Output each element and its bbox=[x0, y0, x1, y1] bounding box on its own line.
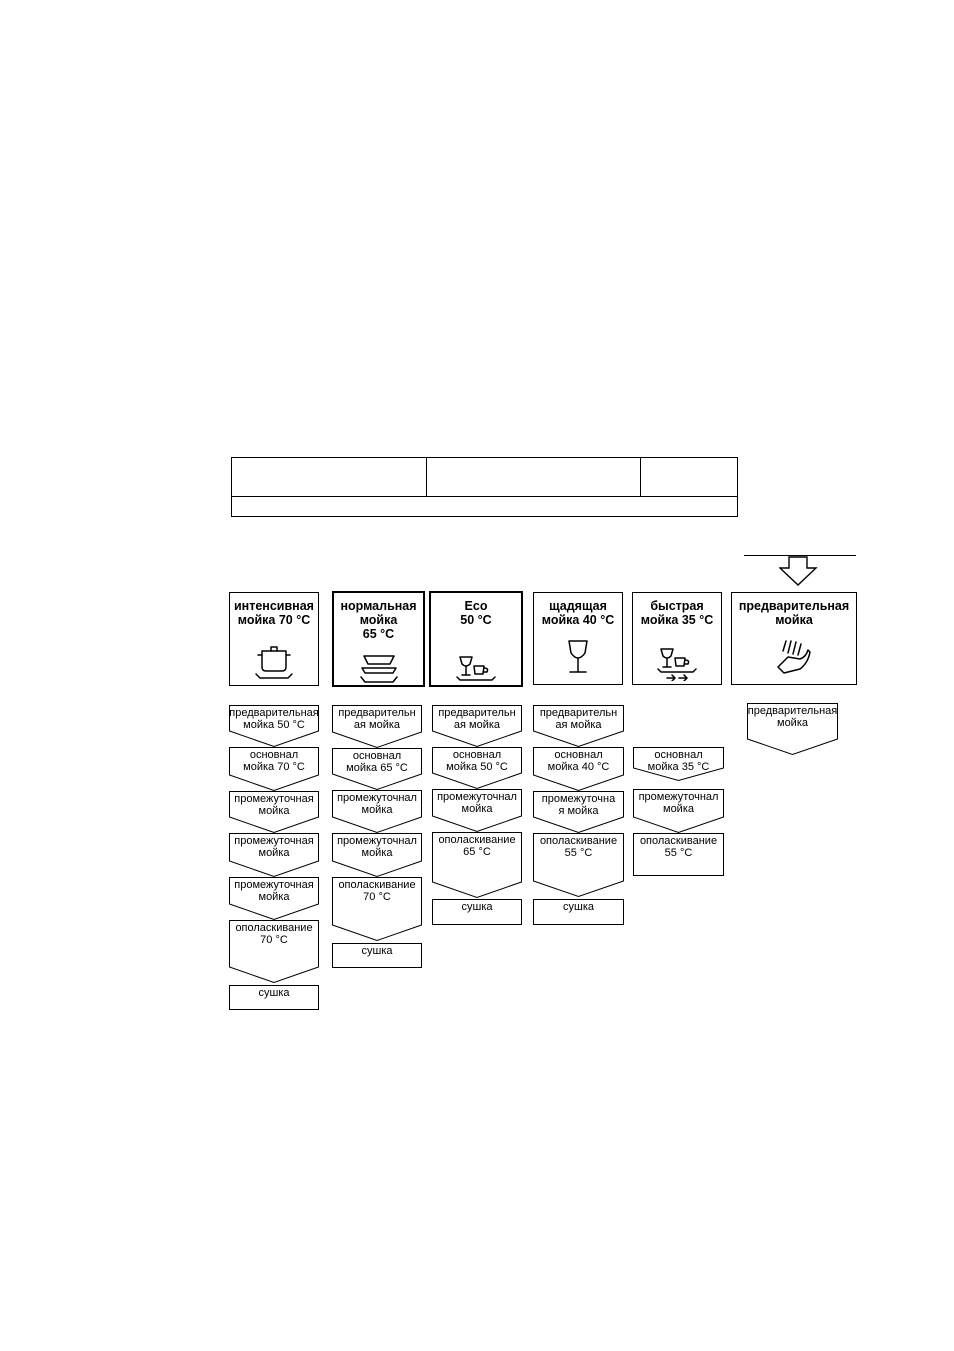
step-arrow bbox=[332, 877, 422, 941]
header-table-row-divider bbox=[232, 496, 737, 497]
step-label: основнал мойка 65 °C bbox=[346, 750, 408, 774]
step-arrow bbox=[229, 705, 319, 747]
program-button-prewash[interactable] bbox=[731, 592, 857, 685]
step-arrow bbox=[533, 833, 624, 897]
step-arrow bbox=[633, 789, 724, 833]
plates-icon bbox=[357, 646, 401, 686]
step-arrow bbox=[633, 747, 724, 781]
step-label: сушка bbox=[461, 901, 493, 913]
step-arrow bbox=[533, 791, 624, 833]
step-label: ополаскивание 70 °C bbox=[338, 879, 416, 903]
down-arrow-icon[interactable] bbox=[779, 556, 819, 588]
program-label: щадящая мойка 40 °C bbox=[541, 599, 615, 627]
program-label: быстрая мойка 35 °C bbox=[640, 599, 714, 627]
step-label: промежуточна я мойка bbox=[541, 793, 616, 817]
spray-hand-icon bbox=[772, 637, 816, 677]
step-arrow bbox=[533, 747, 624, 791]
step-label: основнал мойка 70 °C bbox=[243, 749, 305, 773]
step-label: промежуточная мойка bbox=[234, 835, 314, 859]
step-label: основнал мойка 40 °C bbox=[547, 749, 610, 773]
step-arrow bbox=[229, 877, 319, 920]
step-arrow bbox=[533, 705, 624, 747]
step-arrow bbox=[229, 747, 319, 791]
step-label: промежуточная мойка bbox=[234, 793, 314, 817]
step-arrow bbox=[332, 833, 422, 877]
quick-glass-cup-icon bbox=[655, 641, 699, 681]
step-arrow bbox=[229, 833, 319, 877]
step-label: предварительная мойка 50 °C bbox=[229, 707, 319, 731]
step-arrow bbox=[332, 790, 422, 833]
wine-glass-icon bbox=[556, 637, 600, 677]
step-box bbox=[633, 833, 724, 876]
step-label: ополаскивание 55 °C bbox=[639, 835, 718, 859]
step-arrow bbox=[332, 748, 422, 790]
step-box bbox=[432, 899, 522, 925]
program-label: интенсивная мойка 70 °C bbox=[234, 599, 314, 627]
step-arrow bbox=[432, 705, 522, 747]
step-label: промежуточная мойка bbox=[234, 879, 314, 903]
header-table bbox=[231, 457, 738, 517]
program-button-normal[interactable] bbox=[332, 591, 425, 687]
program-button-eco[interactable] bbox=[429, 591, 523, 687]
program-button-delicate[interactable] bbox=[533, 592, 623, 685]
step-label: промежуточнал мойка bbox=[638, 791, 719, 815]
step-label: промежуточнал мойка bbox=[437, 791, 517, 815]
step-label: ополаскивание 65 °C bbox=[438, 834, 516, 858]
glass-cup-icon bbox=[454, 649, 498, 689]
step-label: основнал мойка 35 °C bbox=[647, 749, 710, 773]
step-label: промежуточнал мойка bbox=[337, 835, 417, 859]
step-label: промежуточнал мойка bbox=[337, 792, 417, 816]
step-label: ополаскивание 70 °C bbox=[235, 922, 313, 946]
step-label: предварительн ая мойка bbox=[438, 707, 516, 731]
header-table-col-divider-2 bbox=[640, 458, 641, 496]
step-arrow bbox=[332, 705, 422, 748]
header-table-col-divider-1 bbox=[426, 458, 427, 496]
step-arrow bbox=[229, 920, 319, 983]
pot-icon bbox=[252, 641, 296, 681]
step-box bbox=[229, 985, 319, 1010]
step-label: ополаскивание 55 °C bbox=[539, 835, 618, 859]
step-label: основнал мойка 50 °C bbox=[446, 749, 508, 773]
step-arrow bbox=[432, 789, 522, 832]
program-label: нормальная мойка 65 °C bbox=[340, 599, 417, 641]
step-arrow bbox=[432, 747, 522, 789]
step-label: предварительная мойка bbox=[747, 705, 838, 729]
program-button-quick[interactable] bbox=[632, 592, 722, 685]
step-box bbox=[332, 943, 422, 968]
step-label: сушка bbox=[258, 987, 290, 999]
program-label: Eco 50 °C bbox=[460, 599, 492, 627]
step-label: сушка bbox=[563, 901, 594, 913]
step-label: предварительн ая мойка bbox=[338, 707, 416, 731]
program-button-intensive[interactable] bbox=[229, 592, 319, 686]
step-arrow bbox=[747, 703, 838, 755]
step-label: сушка bbox=[361, 945, 393, 957]
step-box bbox=[533, 899, 624, 925]
program-label: предварительная мойка bbox=[738, 599, 850, 627]
step-label: предварительн ая мойка bbox=[539, 707, 618, 731]
step-arrow bbox=[229, 791, 319, 833]
step-arrow bbox=[432, 832, 522, 898]
